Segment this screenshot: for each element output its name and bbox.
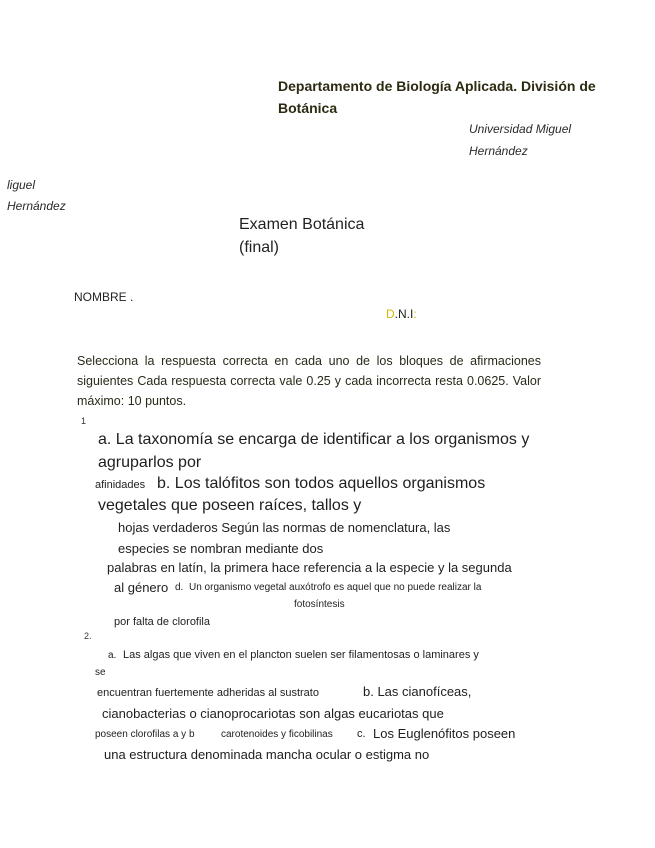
instructions-paragraph: Selecciona la respuesta correcta en cada uno de los bloques de afirmaciones siguientes Cada respuesta correcta vale 0.25 y cada incorrecta resta 0.0625. Valor máximo: 10 puntos.	[77, 354, 541, 408]
department-line-1: Departamento de Biología Aplicada. División de	[278, 78, 596, 94]
university-right-line-2: Hernández	[469, 144, 528, 158]
exam-title-line-2: (final)	[239, 239, 280, 256]
nombre-field-label: NOMBRE .	[74, 290, 134, 304]
question-1-option-b-line-1: b. Los talófitos son todos aquellos organismos	[157, 475, 486, 492]
question-2-option-a-marker: a.	[108, 650, 117, 661]
question-2-option-a-line-1: Las algas que viven en el plancton suelen ser filamentosas o laminares y	[123, 649, 479, 661]
question-2-option-b-line-1: b. Las cianofíceas,	[363, 684, 472, 699]
dni-letter-d: D	[386, 307, 395, 321]
question-1-option-c-line-3: palabras en latín, la primera hace referencia a la especie y la segunda	[107, 560, 512, 575]
dni-letters-rest: .N.I	[394, 307, 414, 321]
question-1-number: 1	[81, 416, 87, 426]
question-1-option-d-marker: d.	[175, 582, 184, 593]
university-right-line-1: Universidad Miguel	[469, 122, 572, 136]
question-1-option-b-line-2: vegetales que poseen raíces, tallos y	[98, 497, 362, 514]
question-2-option-b-line-4: carotenoides y ficobilinas	[221, 729, 333, 740]
question-2-option-c-line-1: Los Euglenófitos poseen	[373, 726, 516, 741]
question-1-option-c-line-4: al género	[114, 580, 169, 595]
question-2-option-a-line-2: se	[95, 667, 106, 678]
exam-title	[239, 213, 399, 259]
question-1-option-a-line-1: a. La taxonomía se encarga de identificar a los organismos y	[98, 431, 530, 448]
question-1-option-c-line-1: hojas verdaderos Según las normas de nomenclatura, las	[118, 520, 451, 535]
department-line-2: Botánica	[278, 100, 338, 116]
question-2-number: 2.	[84, 631, 92, 641]
question-1-option-a-line-3: afinidades	[95, 479, 146, 491]
question-1-option-c-line-2: especies se nombran mediante dos	[118, 541, 324, 556]
university-left-line-2: Hernández	[7, 199, 66, 213]
question-2-option-c-line-2: una estructura denominada mancha ocular o estigma no	[104, 747, 430, 762]
question-2-option-a-line-3: encuentran fuertemente adheridas al sustrato	[97, 687, 319, 699]
department-heading	[278, 75, 608, 119]
question-1-option-d-line-1: Un organismo vegetal auxótrofo es aquel que no puede realizar la	[189, 582, 482, 593]
question-1-option-d-line-2: fotosíntesis	[294, 599, 345, 610]
question-1-option-a-line-2: agruparlos por	[98, 454, 202, 471]
question-2-option-b-line-3: poseen clorofilas a y b	[95, 729, 195, 740]
university-label-left	[7, 175, 107, 217]
dni-colon: :	[413, 307, 417, 321]
question-2-option-b-line-2: cianobacterias o cianoprocariotas son algas eucariotas que	[102, 706, 444, 721]
question-2-option-c-marker: c.	[357, 728, 366, 740]
university-left-line-1: liguel	[7, 178, 36, 192]
university-label-right	[469, 118, 589, 162]
question-1-option-d-line-3: por falta de clorofila	[114, 616, 210, 628]
dni-field-label	[386, 307, 417, 321]
exam-title-line-1: Examen Botánica	[239, 216, 365, 233]
